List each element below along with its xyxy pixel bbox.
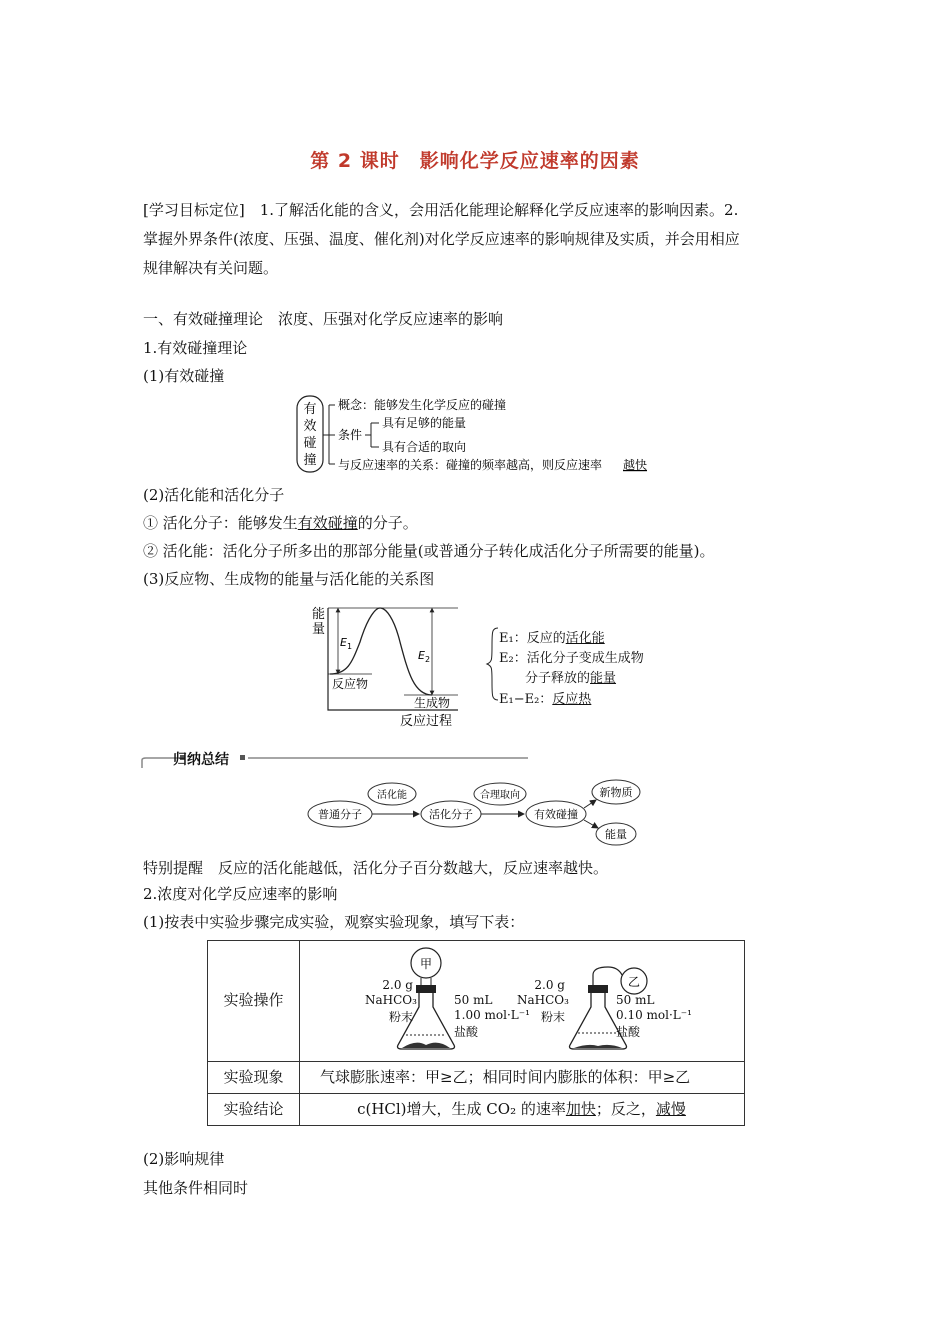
energy-ylabel: 量 (312, 622, 326, 637)
energy-note-3 (525, 667, 616, 686)
e1-label: E (340, 636, 347, 649)
note4-prefix: E₁−E₂： (499, 692, 553, 707)
collision-condition: 条件 (338, 428, 363, 442)
product-label: 生成物 (414, 696, 451, 710)
energy-ylabel: 能 (312, 607, 326, 622)
energy-note-2: E₂：活化分子变成生成物 (499, 651, 644, 666)
item1-prefix: ① 活化分子：能够发生 (143, 514, 298, 532)
reactant-label: 反应物 (332, 677, 369, 691)
energy-xlabel: 反应过程 (400, 714, 453, 728)
collision-root-char: 撞 (303, 453, 317, 468)
node-new-substance-label: 新物质 (599, 786, 633, 799)
collision-root-char: 碰 (303, 436, 317, 451)
section1-sub1a: (1)有效碰撞 (143, 367, 225, 385)
collision-relation: 与反应速率的关系：碰撞的频率越高，则反应速率 (338, 458, 603, 472)
energy-diagram (308, 602, 478, 728)
last-line: 其他条件相同时 (143, 1179, 249, 1197)
conclusion-blank-1: 加快 (565, 1100, 596, 1118)
section1-heading: 一、有效碰撞理论 浓度、压强对化学反应速率的影响 (143, 310, 504, 328)
section2-sub-b: (2)影响规律 (143, 1150, 225, 1168)
note3-prefix: 分子释放的 (525, 671, 591, 686)
balloon-label: 乙 (627, 975, 641, 989)
page-title: 第 2 课时 影响化学反应速率的因素 (310, 150, 640, 172)
section1-sub1b: (2)活化能和活化分子 (143, 486, 285, 504)
collision-root-char: 效 (303, 419, 317, 434)
objective-line-3: 规律解决有关问题。 (143, 259, 279, 277)
left-state: 粉末 (388, 1010, 413, 1024)
conclusion-text (299, 1098, 744, 1119)
energy-note-1 (499, 627, 605, 646)
collision-concept: 概念：能够发生化学反应的碰撞 (338, 398, 507, 412)
tip-text: 特别提醒 反应的活化能越低，活化分子百分数越大，反应速率越快。 (143, 859, 609, 877)
node-orientation-label: 合理取向 (480, 790, 520, 801)
objective-line-2: 掌握外界条件(浓度、压强、温度、催化剂)对化学反应速率的影响规律及实质，并会用相应 (143, 230, 740, 248)
e2-label-sub: 2 (425, 655, 431, 664)
node-energy-label: 能量 (605, 828, 627, 841)
collision-diagram (295, 393, 665, 479)
section1-sub1c: (3)反应物、生成物的能量与活化能的关系图 (143, 570, 435, 588)
node-effective-label: 有效碰撞 (534, 808, 578, 821)
summary-heading: 归纳总结 (173, 752, 229, 768)
summary-flow (300, 778, 650, 848)
note1-prefix: E₁：反应的 (499, 631, 566, 646)
item-activation-energy: ② 活化能：活化分子所多出的那部分能量(或普通分子转化成活化分子所需要的能量)。 (143, 542, 715, 560)
balloon-label: 甲 (419, 957, 433, 971)
row-label-conclusion: 实验结论 (223, 1100, 284, 1118)
node-activation-energy-label: 活化能 (377, 790, 407, 801)
right-acid: 盐酸 (616, 1025, 641, 1039)
left-mass: 2.0 g (382, 978, 413, 992)
row-label-phenomenon: 实验现象 (223, 1068, 284, 1086)
energy-note-4 (499, 688, 591, 707)
section2-sub: 2.浓度对化学反应速率的影响 (143, 885, 338, 903)
item-activated-molecule (143, 509, 418, 538)
item1-blank: 有效碰撞 (297, 514, 358, 532)
conclusion-blank-2: 减慢 (655, 1100, 686, 1118)
experiment-table (207, 940, 745, 1126)
section1-sub1: 1.有效碰撞理论 (143, 339, 248, 357)
right-conc: 0.10 mol·L⁻¹ (616, 1008, 692, 1022)
collision-relation-blank: 越快 (623, 458, 648, 472)
right-volume: 50 mL (616, 993, 655, 1007)
phenomenon-text: 气球膨胀速率：甲≥乙；相同时间内膨胀的体积：甲≥乙 (320, 1068, 691, 1086)
left-acid: 盐酸 (454, 1025, 479, 1039)
left-conc: 1.00 mol·L⁻¹ (454, 1008, 530, 1022)
row-label-operation: 实验操作 (223, 991, 284, 1009)
note3-blank: 能量 (590, 671, 617, 686)
note4-blank: 反应热 (552, 692, 592, 707)
collision-root-char: 有 (303, 402, 317, 417)
left-reagent: NaHCO₃ (365, 993, 417, 1007)
right-mass: 2.0 g (534, 978, 565, 992)
e1-label-sub: 1 (347, 642, 353, 651)
item1-suffix: 的分子。 (357, 514, 418, 532)
node-activated-label: 活化分子 (429, 808, 473, 821)
left-volume: 50 mL (454, 993, 493, 1007)
right-state: 粉末 (540, 1010, 565, 1024)
objective-line-1: [学习目标定位] 1.了解活化能的含义，会用活化能理论解释化学反应速率的影响因素。2. (143, 201, 739, 219)
conclusion-mid: ；反之， (595, 1100, 656, 1118)
node-normal-label: 普通分子 (318, 808, 362, 821)
note1-blank: 活化能 (565, 631, 605, 646)
conclusion-prefix: c(HCl)增大，生成 CO₂ 的速率 (357, 1100, 566, 1118)
right-reagent: NaHCO₃ (517, 993, 569, 1007)
collision-cond2: 具有合适的取向 (382, 440, 467, 454)
e2-label: E (418, 649, 425, 662)
collision-cond1: 具有足够的能量 (382, 416, 467, 430)
section2-sub-a: (1)按表中实验步骤完成实验，观察实验现象，填写下表： (143, 913, 525, 931)
